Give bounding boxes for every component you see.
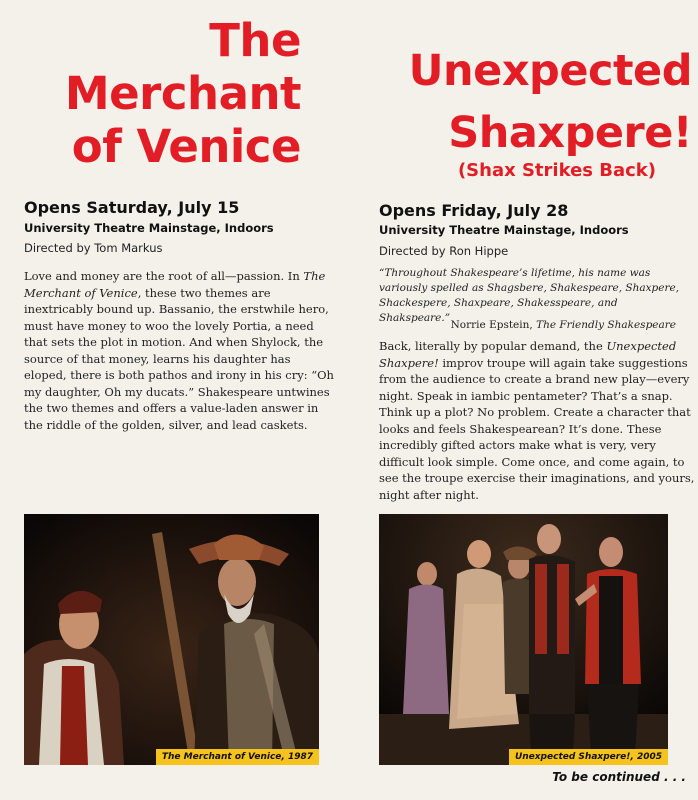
shaxpere-title-line-2: Shaxpere! (448, 108, 692, 158)
shaxpere-production-photo (379, 514, 668, 765)
shaxpere-description-title: Unexpected Shaxpere! (379, 339, 677, 370)
shaxpere-quote-attribution (451, 319, 676, 331)
to-be-continued: To be continued . . . (552, 770, 686, 784)
merchant-description-part-2: , these two themes are inextricably bound up. Bassanio, the erstwhile hero, must have money to woo the lovely Portia, a need that sets the plot in motion. And when Shylock, the source of that money, learns his daughter has eloped, there is both pathos and irony in his cry: “Oh my daughter, Oh my ducats.” Shakespeare untwines the two themes and offers a value-laden answer in the riddle of the golden, silver, and lead caskets. (24, 285, 334, 432)
merchant-title-line-1: The (209, 14, 301, 67)
shaxpere-director: Directed by Ron Hippe (379, 244, 509, 258)
attribution-work: The Friendly Shakespeare (536, 319, 676, 331)
merchant-description-part-1: Love and money are the root of all—passion. In (24, 269, 304, 283)
shaxpere-title (409, 40, 692, 164)
shaxpere-quote: “Throughout Shakespeare’s lifetime, his name was variously spelled as Shagsbere, Shakespeare, Shaxpere, Shackespere, Shaxpeare, Shakesspeare, and Shakspeare.” (379, 267, 680, 324)
shaxpere-description-part-2: improv troupe will again take suggestions from the audience to create a brand new play—every night. Speak in iambic pentameter? That’s a snap. Think up a plot? No problem. Create a character that looks and feels Shakespearean? It’s done. These incredibly gifted actors make what is very, very difficult look simple. Come once, and come again, to see the troupe exercise their imaginations, and yours, night after night. (379, 355, 695, 502)
merchant-title (65, 14, 301, 173)
shaxpere-photo-caption: Unexpected Shaxpere!, 2005 (509, 749, 668, 765)
merchant-production-photo (24, 514, 319, 765)
merchant-title-line-2: Merchant (64, 67, 301, 120)
shaxpere-photo-illustration (379, 514, 668, 765)
shaxpere-venue: University Theatre Mainstage, Indoors (379, 223, 629, 237)
merchant-venue: University Theatre Mainstage, Indoors (24, 221, 274, 235)
merchant-title-line-3: of Venice (71, 120, 301, 173)
merchant-description (24, 268, 334, 433)
shaxpere-title-line-1: Unexpected (408, 46, 692, 96)
right-column (349, 0, 698, 800)
merchant-photo-illustration (24, 514, 319, 765)
shaxpere-description (379, 338, 695, 503)
shaxpere-description-part-1: Back, literally by popular demand, the (379, 339, 607, 353)
attribution-author: Norrie Epstein, (450, 319, 537, 331)
merchant-director: Directed by Tom Markus (24, 241, 163, 255)
merchant-description-title: The Merchant of Venice (24, 269, 326, 300)
shaxpere-opening-date: Opens Friday, July 28 (379, 201, 569, 220)
shaxpere-subtitle: (Shax Strikes Back) (457, 160, 656, 181)
merchant-photo-caption: The Merchant of Venice, 1987 (156, 749, 319, 765)
merchant-opening-date: Opens Saturday, July 15 (24, 198, 240, 217)
